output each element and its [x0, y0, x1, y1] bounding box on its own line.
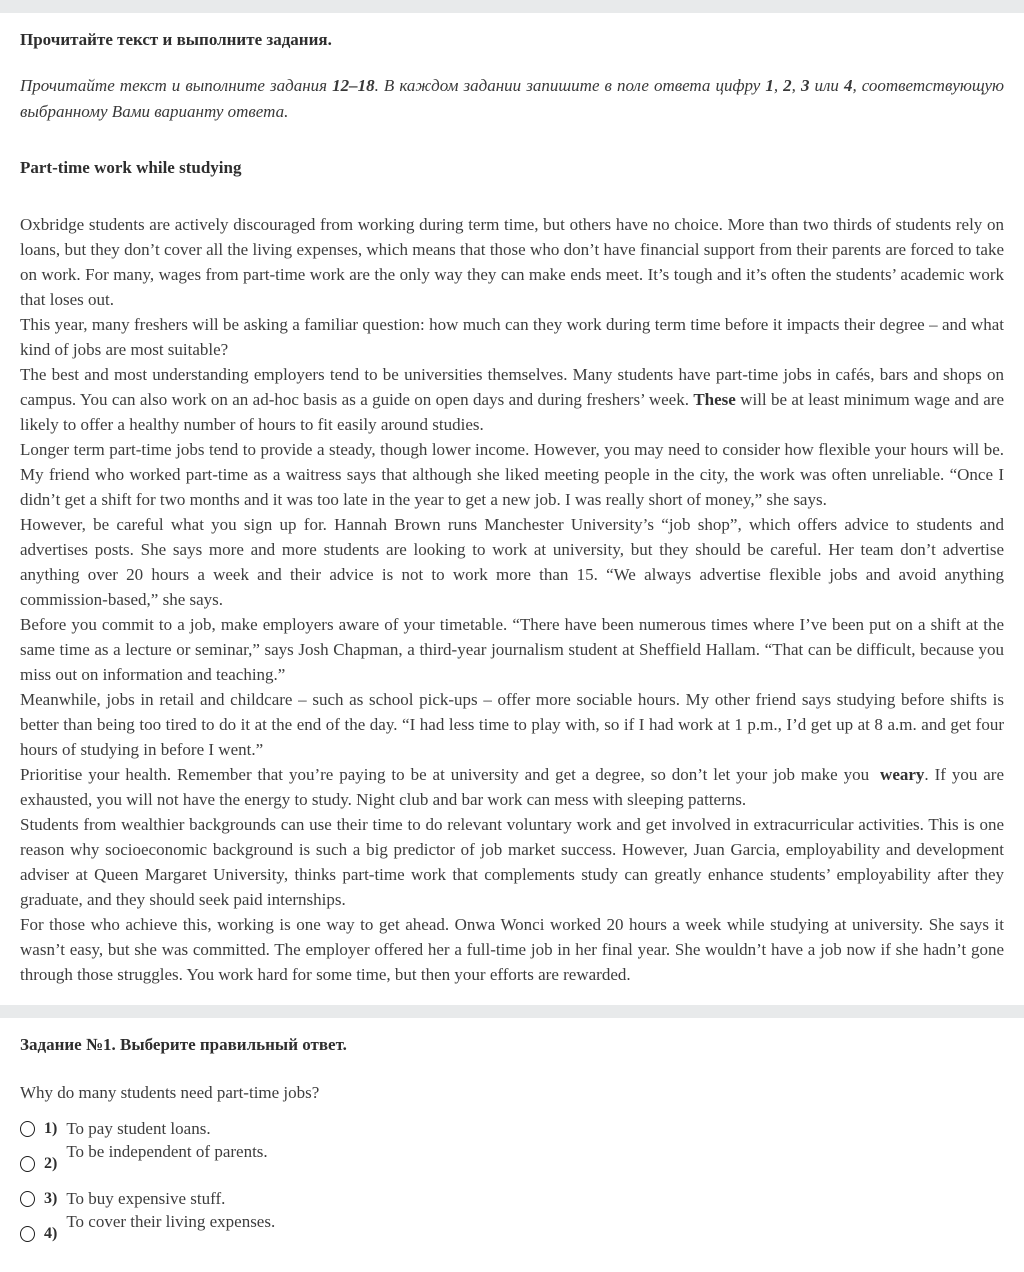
option-2-number: 2) — [44, 1155, 58, 1172]
question-text: Why do many students need part-time jobs? — [20, 1083, 320, 1102]
reading-section — [0, 13, 1024, 987]
option-1-label: To pay student loans. — [66, 1119, 211, 1138]
option-4-number: 4) — [44, 1225, 58, 1242]
option-4-control — [20, 1224, 57, 1244]
task-range: 12–18 — [332, 76, 375, 95]
option-3-label: To buy expensive stuff. — [66, 1189, 226, 1208]
answer-option-2[interactable] — [20, 1141, 1004, 1175]
question-section — [0, 1018, 1024, 1245]
option-1-number: 1) — [44, 1119, 58, 1137]
answer-options — [20, 1118, 1004, 1245]
article-paragraph-10: For those who achieve this, working is one way to get ahead. Onwa Wonci worked 20 hours a week while studying at university. She says it wasn’t easy, but she was committed. The employer offered her a full-time job in her final year. She wouldn’t have a job now if she hadn’t gone through those struggles. You work hard for some time, but then your efforts are rewarded. — [20, 915, 1004, 984]
article-paragraph-9: Students from wealthier backgrounds can use their time to do relevant voluntary work and get involved in extracurricular activities. This is one reason why socioeconomic background is such a big predictor of job market success. However, Juan Garcia, employability and development adviser at Queen Margaret University, thinks part-time work that complements study can greatly enhance students’ employability after they graduate, and they should seek paid internships. — [20, 815, 1004, 909]
article-title: Part-time work while studying — [20, 158, 242, 177]
article-paragraph-2: This year, many freshers will be asking a familiar question: how much can they work during term time before it impacts their degree – and what kind of jobs are most suitable? — [20, 315, 1004, 359]
page-top-divider — [0, 0, 1024, 13]
section-divider — [0, 1005, 1024, 1018]
task-instructions: Прочитайте текст и выполните задания 12–18. В каждом задании запишите в поле ответа цифру 1, 2, 3 или 4, соответствующую выбранному Вами варианту ответа. — [20, 76, 1005, 121]
option-2-control — [20, 1154, 57, 1174]
option-3-control — [20, 1189, 57, 1209]
article-paragraph-6: Before you commit to a job, make employers aware of your timetable. “There have been numerous times where I’ve been put on a shift at the same time as a lecture or seminar,” says Josh Chapman, a third-year journalism student at Sheffield Hallam. “That can be difficult, because you miss out on information and teaching.” — [20, 615, 1004, 684]
article-paragraph-7: Meanwhile, jobs in retail and childcare – such as school pick-ups – offer more sociable hours. My other friend says studying before shifts is better than being too tired to do it at the end of the day. “I had less time to play with, so if I had work at 1 p.m., I’d get up at 8 a.m. and get four hours of studying in before I went.” — [20, 690, 1004, 759]
article-paragraph-3: The best and most understanding employers tend to be universities themselves. Many students have part-time jobs in cafés, bars and shops on campus. You can also work on an ad-hoc basis as a guide on open days and during freshers’ week. These will be at least minimum wage and are likely to offer a healthy number of hours to fit easily around studies. — [20, 365, 1004, 434]
article-paragraph-1: Oxbridge students are actively discouraged from working during term time, but others have no choice. More than two thirds of students rely on loans, but they don’t cover all the living expenses, which means that those who don’t have financial support from their parents are forced to take on work. For many, wages from part-time work are the only way they can make ends meet. It’s tough and it’s often the students’ academic work that loses out. — [20, 215, 1004, 309]
article-body — [20, 212, 1004, 987]
radio-button-2[interactable] — [20, 1156, 35, 1172]
option-4-label: To cover their living expenses. — [66, 1212, 276, 1231]
instructions-text: Прочитайте текст и выполните задания — [20, 76, 333, 95]
answer-option-3[interactable] — [20, 1188, 1004, 1209]
option-1-control — [20, 1119, 57, 1139]
article-paragraph-4: Longer term part-time jobs tend to provide a steady, though lower income. However, you may need to consider how flexible your hours will be. My friend who worked part-time as a waitress says that although she liked meeting people in the city, the work was often unreliable. “Once I didn’t get a shift for two months and it was too late in the year to get a new job. I was really short of money,” she says. — [20, 440, 1004, 509]
article-paragraph-5: However, be careful what you sign up for. Hannah Brown runs Manchester University’s “job shop”, which offers advice to students and advertises posts. She says more and more students are looking to work at university, but they should be careful. Her team don’t advertise anything over 20 hours a week and their advice is not to work more than 15. “We always advertise flexible jobs and avoid anything commission-based,” she says. — [20, 515, 1004, 609]
article-paragraph-8: Prioritise your health. Remember that you’re paying to be at university and get a degree, so don’t let your job make you weary. If you are exhausted, you will not have the energy to study. Night club and bar work can mess with sleeping patterns. — [20, 765, 1005, 809]
radio-button-3[interactable] — [20, 1191, 35, 1207]
task-heading: Задание №1. Выберите правильный ответ. — [20, 1035, 347, 1054]
bold-word-these: These — [693, 390, 736, 409]
radio-button-4[interactable] — [20, 1226, 35, 1242]
answer-option-4[interactable] — [20, 1211, 1004, 1245]
option-3-number: 3) — [44, 1189, 58, 1207]
answer-option-1[interactable] — [20, 1118, 1004, 1139]
radio-button-1[interactable] — [20, 1121, 35, 1137]
bold-word-weary: weary — [880, 765, 925, 784]
intro-heading: Прочитайте текст и выполните задания. — [20, 30, 332, 49]
option-2-label: To be independent of parents. — [66, 1142, 268, 1161]
